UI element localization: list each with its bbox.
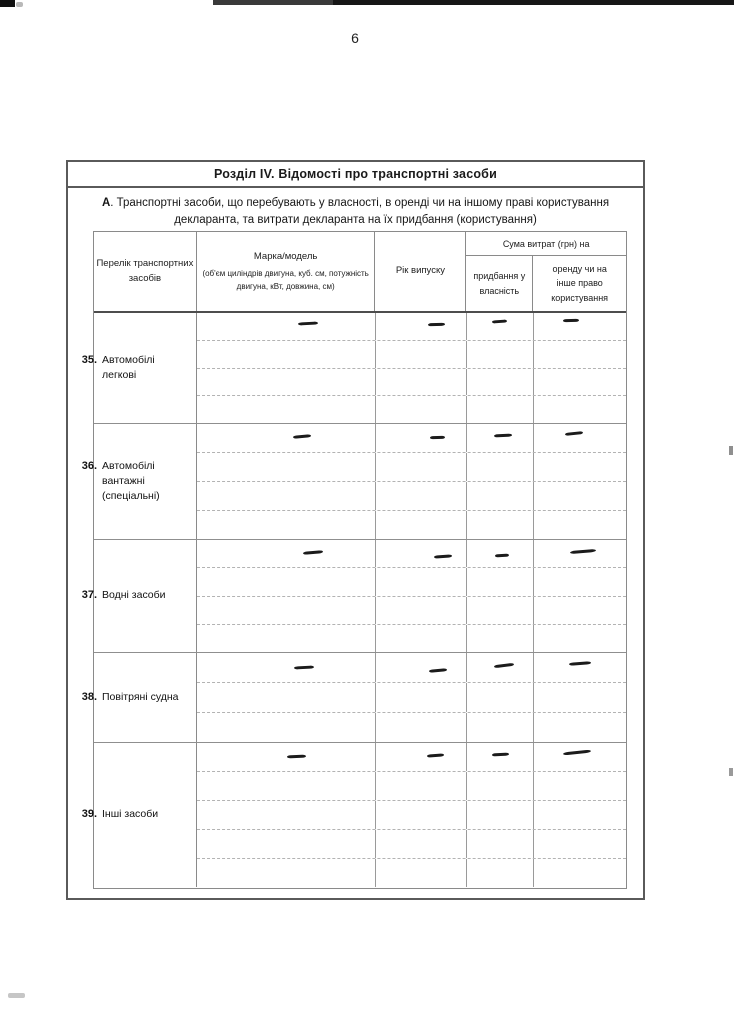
section-a-subtitle [85,195,626,228]
row-35-subrows [197,313,626,423]
header-rik-vypusku: Рік випуску [375,232,466,311]
table-subrow [197,801,626,830]
handwritten-dash-mark [294,665,314,669]
row-38-number: 38. [81,690,97,703]
table-subrow [197,313,626,341]
row-35-label-cell [81,313,197,423]
table-subrow [197,341,626,369]
table-subrow [197,653,626,683]
row-37-number: 37. [81,589,97,602]
header-marka-line1: Марка/модель [253,250,318,262]
handwritten-dash-mark [569,661,591,666]
table-row-group-39 [81,743,626,887]
row-36-subrows [197,424,626,539]
section-title: Розділ IV. Відомості про транспортні засоби [68,162,643,188]
scan-artifact-corner-smudge [16,2,23,7]
handwritten-dash-mark [287,755,306,759]
handwritten-dash-mark [434,554,452,558]
row-39-label-cell [81,743,197,887]
row-38-label: Повітряні судна [102,690,179,703]
row-39-number: 39. [81,808,97,821]
handwritten-dash-mark [565,431,583,436]
header-suma-vytrat: Сума витрат (грн) на [466,232,626,256]
transport-table [81,231,627,889]
row-36-label: Автомобілі вантажні (спеціальні) [102,459,160,503]
header-suma-subrow [466,256,626,311]
table-subrow [197,424,626,453]
header-marka-model [197,232,376,311]
row-39-subrows [197,743,626,887]
table-body [81,313,626,888]
row-38-label-cell [81,653,197,742]
handwritten-dash-mark [429,668,447,673]
header-prydbannia: придбання у власність [466,256,533,311]
handwritten-dash-mark [570,549,596,554]
form-frame [66,160,645,900]
header-perelik: Перелік транспортних засобів [94,232,197,311]
row-36-label-cell [81,424,197,539]
table-subrow [197,511,626,539]
page-number: 6 [351,30,359,46]
header-marka-line2: (об'єм циліндрів двигуна, куб. см, потужність двигуна, кВт, довжина, см) [202,269,369,291]
table-row-group-37 [81,540,626,653]
table-row-group-38 [81,653,626,743]
scan-artifact-top-bar-light [213,0,333,5]
row-38-subrows [197,653,626,742]
table-subrow [197,453,626,482]
table-subrow [197,568,626,596]
scan-artifact-speck [729,768,733,776]
handwritten-dash-mark [293,434,311,439]
row-37-label-cell [81,540,197,652]
table-subrow [197,597,626,625]
row-37-subrows [197,540,626,652]
table-subrow [197,683,626,713]
handwritten-dash-mark [430,436,445,440]
row-39-label: Інші засоби [102,808,159,821]
row-35-label: Автомобілі легкові [102,353,155,381]
table-subrow [197,830,626,859]
table-header-row [94,232,626,313]
scan-artifact-speck [729,446,733,455]
handwritten-dash-mark [495,554,509,558]
table-subrow [197,772,626,801]
handwritten-dash-mark [492,753,509,757]
handwritten-dash-mark [428,323,445,327]
table-subrow [197,859,626,887]
handwritten-dash-mark [303,550,323,555]
header-orenda-text: оренду чи на інше право користування [551,263,609,303]
handwritten-dash-mark [492,319,507,323]
handwritten-dash-mark [563,319,579,323]
header-orenda [533,256,626,311]
handwritten-dash-mark [427,753,444,757]
table-subrow [197,369,626,397]
scan-artifact-corner-mark [0,0,15,7]
table-subrow [197,743,626,772]
scan-artifact-bottom-smudge [8,993,25,998]
table-subrow [197,540,626,568]
table-subrow [197,713,626,742]
row-37-label: Водні засоби [102,589,166,602]
section-a-text: . Транспортні засоби, що перебувають у власності, в оренді чи на іншому праві користування декларанта, та витрати декларанта на їх придбання (користування) [110,197,610,226]
handwritten-dash-mark [494,434,512,438]
handwritten-dash-mark [494,663,514,668]
row-35-number: 35. [81,353,97,366]
handwritten-dash-mark [563,750,591,756]
table-subrow [197,396,626,423]
header-suma-vytrat-group [466,232,626,311]
handwritten-dash-mark [298,321,318,325]
section-a-letter: А [101,197,111,209]
row-36-number: 36. [81,459,97,472]
table-row-group-36 [81,424,626,540]
table-subrow [197,625,626,652]
table-row-group-35 [81,313,626,424]
table-subrow [197,482,626,511]
